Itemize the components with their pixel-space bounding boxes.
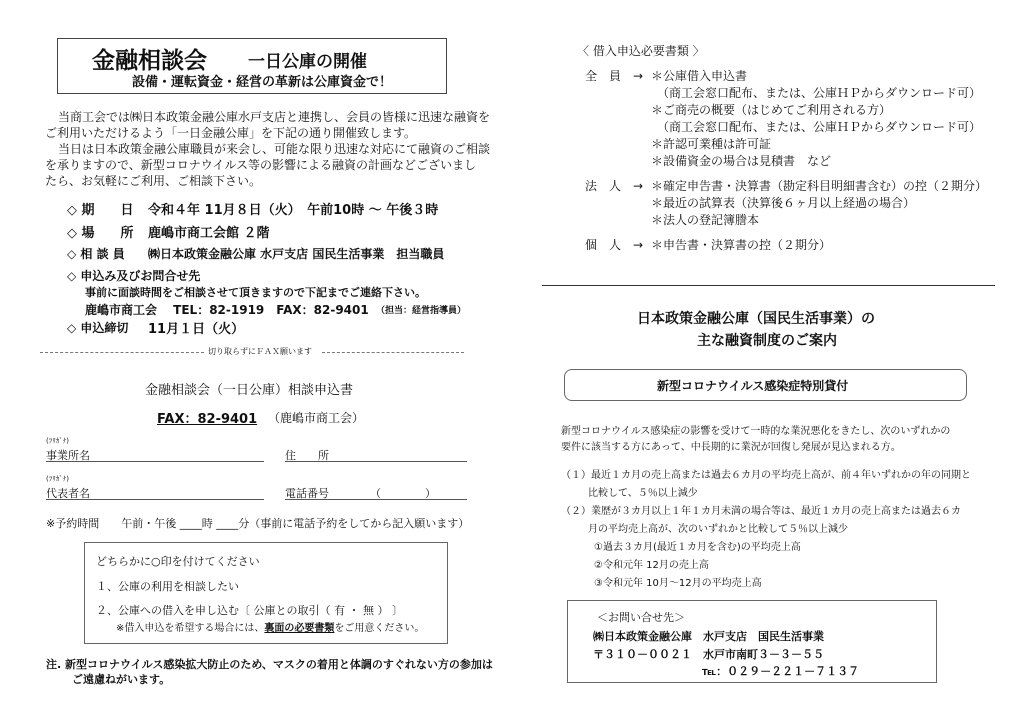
intro-line: を承りますので、新型コロナウイルス等の影響による融資の計画などございまし: [45, 158, 477, 172]
all-label: 全 員 →: [585, 69, 644, 83]
intro-line: 当日は日本政策金融公庫職員が来会し、可能な限り迅速な対応にて融資のご相談: [58, 142, 491, 156]
place-value: 鹿嶋市商工会館 ２階: [148, 226, 270, 241]
form-fax: FAX：82-9401: [157, 412, 258, 427]
doc-item: ＊確定申告書・決算書（勘定科目明細書含む）の控（２期分）: [651, 179, 988, 193]
choice-option-1[interactable]: １、公庫の利用を相談したい: [96, 580, 239, 593]
condition-2-item: ①過去３カ月(最近１カ月を含む)の平均売上高: [594, 542, 801, 553]
intro-line: たら、お気軽にご利用、ご相談下さい。: [45, 174, 262, 188]
page-title-sub-heading: 一日公庫の開催: [248, 52, 367, 72]
page-subtitle: 設備・運転資金・経営の革新は公庫資金で！: [132, 75, 393, 90]
deadline-value: 11月１日（火）: [148, 322, 245, 337]
loan-title: 新型コロナウイルス感染症特別貸付: [657, 379, 849, 393]
date-label: ◇ 期 日: [67, 203, 134, 218]
loan-description: 新型コロナウイルス感染症の影響を受けて一時的な業況悪化をきたし、次のいずれかの: [561, 426, 951, 437]
page-title: 金融相談会: [92, 48, 207, 74]
furigana-label: (ﾌﾘｶﾞﾅ): [46, 437, 69, 445]
condition-1-cont: 比較して、５％以上減少: [588, 488, 698, 499]
representative-field[interactable]: [46, 499, 264, 500]
required-docs-title: 〈 借入申込必要書類 〉: [577, 44, 705, 58]
choice-option-2-note: ※借入申込を希望する場合には、裏面の必要書類をご用意ください。: [116, 623, 425, 634]
doc-item: ＊申告書・決算書の控（２期分）: [651, 238, 832, 252]
corp-label: 法 人 →: [585, 179, 644, 193]
reservation-time: ※予約時間 午前・午後 ____時 ____分（事前に電話予約をしてから記入願います）: [46, 517, 470, 530]
contact-title: ＜お問い合せ先＞: [597, 611, 685, 624]
doc-item: （商工会窓口配布、または、公庫ＨＰからダウンロード可）: [657, 120, 982, 134]
doc-item: ＊許認可業種は許可証: [651, 137, 772, 151]
doc-item: ＊ご商売の概要（はじめてご利用される方）: [651, 103, 892, 117]
place-label: ◇ 場 所: [67, 226, 134, 241]
date-value: 令和４年 11月８日（火） 午前10時 ～ 午後３時: [148, 203, 439, 218]
contact-address: 〒３１０－００２１ 水戸市南町３－３－５５: [593, 648, 824, 661]
address-label: 住 所: [285, 449, 329, 462]
doc-item: ＊最近の試算表（決算後６ヶ月以上経過の場合）: [651, 196, 916, 210]
intro-line: ご利用いただけるよう「一日金融公庫」を下記の通り開催致します。: [45, 126, 417, 140]
business-name-label: 事業所名: [46, 449, 90, 462]
required-docs-emphasis: 裏面の必要書類: [264, 623, 335, 634]
cut-note: 切り取らずにＦＡＸ願います: [208, 347, 312, 356]
cut-line: [40, 352, 204, 353]
apply-label: ◇ 申込み及びお問合せ先: [67, 269, 201, 283]
doc-item: ＊公庫借入申込書: [651, 69, 748, 83]
individual-label: 個 人 →: [585, 238, 644, 252]
form-title: 金融相談会（一日公庫）相談申込書: [145, 383, 354, 398]
loan-description: 要件に該当する方にあって、中長期的に業況が回復し発展が見込まれる方。: [561, 442, 901, 453]
section-title: 日本政策金融公庫（国民生活事業）の: [637, 311, 875, 327]
condition-2-item: ②令和元年 12月の売上高: [594, 560, 709, 571]
staff-label: ◇ 相 談 員: [67, 247, 125, 261]
business-name-field[interactable]: [46, 461, 264, 462]
condition-2: （２）業歴が３カ月以上１年１カ月未満の場合等は、最近１カ月の売上高または過去６カ: [561, 506, 961, 517]
apply-contact: 鹿嶋市商工会 TEL：82-1919 FAX：82-9401: [85, 303, 369, 317]
apply-note: 事前に面談時間をご相談させて頂きますので下記までご連絡下さい。: [85, 286, 426, 299]
condition-1: （１）最近１カ月の売上高または過去６カ月の平均売上高が、前４年いずれかの年の同期と: [561, 470, 971, 481]
choice-title: どちらかに○印を付けてください: [96, 555, 260, 568]
phone-label: 電話番号: [285, 487, 329, 500]
apply-contact-note: （担当：経営指導員）: [376, 306, 467, 316]
condition-2-cont: 月の平均売上高が、次のいずれかと比較して５％以上減少: [588, 524, 848, 535]
doc-item: （商工会窓口配布、または、公庫ＨＰからダウンロード可）: [657, 86, 982, 100]
doc-item: ＊法人の登記簿謄本: [651, 213, 760, 227]
phone-field[interactable]: [285, 499, 467, 500]
section-title: 主な融資制度のご案内: [697, 333, 837, 349]
choice-option-2[interactable]: ２、公庫への借入を申し込む〔 公庫との取引（ 有 ・ 無 ） 〕: [96, 604, 403, 617]
notice-line-2: ご遠慮ねがいます。: [72, 673, 171, 686]
contact-org: ㈱日本政策金融公庫 水戸支店 国民生活事業: [593, 630, 824, 643]
deadline-label: ◇ 申込締切: [67, 321, 129, 335]
section-divider: [542, 285, 995, 286]
representative-label: 代表者名: [46, 487, 90, 500]
cut-line: [322, 352, 464, 353]
staff-value: ㈱日本政策金融公庫 水戸支店 国民生活事業 担当職員: [148, 247, 445, 261]
form-fax-org: （鹿嶋市商工会）: [268, 411, 365, 425]
notice-line-1: 注. 新型コロナウイルス感染拡大防止のため、マスクの着用と体調のすぐれない方の参加は: [46, 658, 493, 671]
doc-item: ＊設備資金の場合は見積書 など: [651, 154, 832, 168]
furigana-label: (ﾌﾘｶﾞﾅ): [46, 475, 69, 483]
phone-paren: （ ）: [370, 487, 436, 500]
contact-tel: ℡：０２９－２２１－７１３７: [702, 665, 860, 678]
condition-2-item: ③令和元年 10月～12月の平均売上高: [594, 578, 762, 589]
intro-line: 当商工会では㈱日本政策金融公庫水戸支店と連携し、会員の皆様に迅速な融資を: [58, 110, 491, 124]
address-field[interactable]: [285, 461, 467, 462]
